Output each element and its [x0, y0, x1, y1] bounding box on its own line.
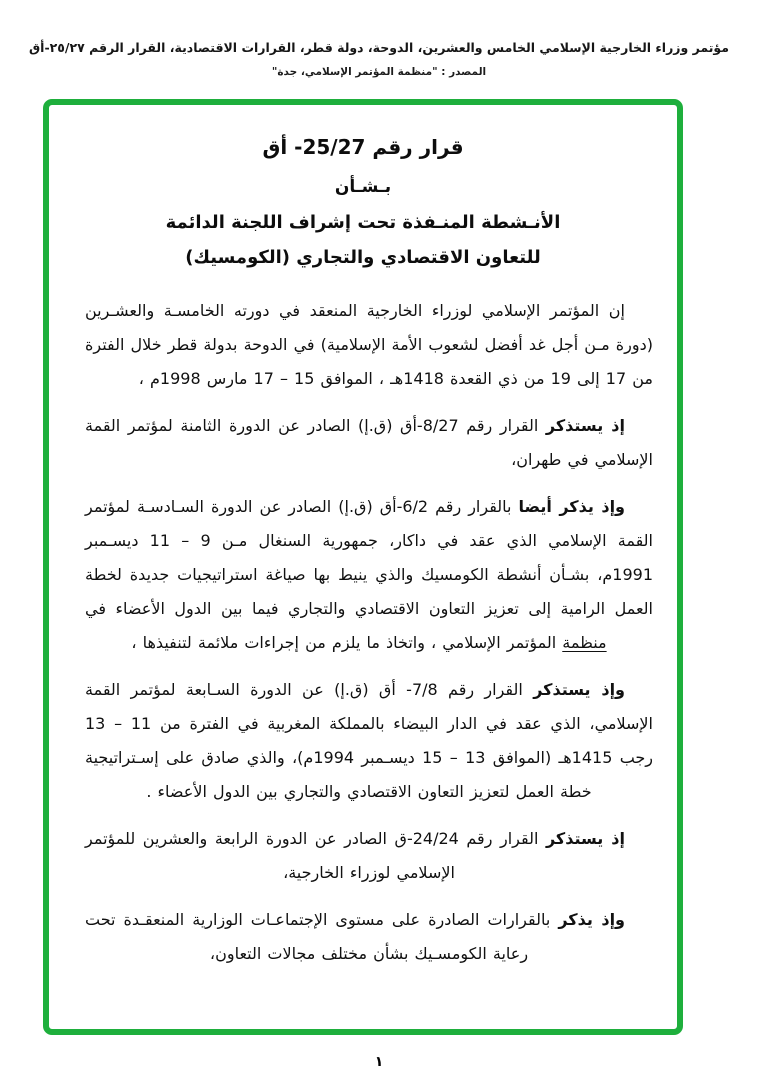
paragraph-segment: وإذ يذكر أيضا — [518, 497, 626, 516]
paragraph-segment: القرار رقم 7/8- أق (ق.إ) عن الدورة السـابعة لمؤتمر القمة الإسلامي، الذي عقد في الدار البيضاء بالمملكة المغربية في الفترة من 11 – 13 رجب 1415هـ (الموافق 13 – 15 ديسـمبر 1994م)، والذي صادق على إسـتراتيجية خطة العمل لتعزيز التعاون الاقتصادي والتجاري بين الدول الأعضاء . — [85, 680, 654, 801]
document-header-citation: مؤتمر وزراء الخارجية الإسلامي الخامس والعشرين، الدوحة، دولة قطر، القرارات الاقتصادية، القرار الرقم ٢٥/٢٧-أق — [28, 40, 730, 55]
paragraph-segment: بالقرار رقم 6/2-أق (ق.إ) الصادر عن الدورة السـادسـة لمؤتمر القمة الإسلامي الذي عقد في داكار، جمهورية السنغال مـن 9 – 11 ديسـمبر 1991م، بشـأن أنشطة الكومسيك والذي ينيط بها صياغة استراتيجيات جديدة لخطة العمل الرامية إلى تعزيز التعاون الاقتصادي والتجاري فيما بين الدول الأعضاء في — [85, 497, 654, 618]
paragraph-segment: القرار رقم 24/24-ق الصادر عن الدورة الرابعة والعشرين للمؤتمر الإسلامي لوزراء الخارجية، — [85, 829, 546, 882]
resolution-subject-line-2: للتعاون الاقتصادي والتجاري (الكومسيك) — [185, 247, 541, 268]
document-header-source: المصدر : "منظمة المؤتمر الإسلامي، جدة" — [271, 66, 487, 78]
paragraph-segment: إذ يستذكر — [545, 416, 625, 435]
body-paragraph — [85, 673, 653, 809]
paragraph-segment: إذ يستذكر — [545, 829, 626, 848]
paragraph-segment: منظمة — [562, 633, 607, 652]
paragraph-segment: القرار رقم 8/27-أق (ق.إ) الصادر عن الدورة الثامنة لمؤتمر القمة الإسلامي في طهران، — [85, 416, 653, 469]
resolution-number-title: قرار رقم 25/27- أق — [262, 135, 464, 159]
resolution-regarding-label: بـشـأن — [334, 177, 392, 197]
body-paragraph — [85, 822, 653, 890]
body-paragraph — [85, 903, 653, 971]
paragraph-segment: بالقرارات الصادرة على مستوى الإجتماعـات الوزارية المنعقـدة تحت رعاية الكومسـيك بشأن مختلف مجالات التعاون، — [85, 910, 559, 963]
resolution-title-block — [49, 135, 677, 268]
paragraph-segment: وإذ يذكر — [558, 910, 625, 929]
body-paragraph — [85, 294, 653, 396]
paragraph-segment: وإذ يستذكر — [533, 680, 626, 699]
document-frame — [43, 99, 683, 1035]
body-paragraph — [85, 409, 653, 477]
paragraph-segment: المؤتمر الإسلامي ، واتخاذ ما يلزم من إجراءات ملائمة لتنفيذها ، — [131, 633, 563, 652]
paragraph-segment: إن المؤتمر الإسلامي لوزراء الخارجية المنعقد في دورته الخامسـة والعشـرين (دورة مـن أجل غد أفضل لشعوب الأمة الإسلامية) في الدوحة بدولة قطر خلال الفترة من 17 إلى 19 من ذي القعدة 1418هـ ، الموافق 15 – 17 مارس 1998م ، — [85, 301, 653, 388]
body-paragraph — [85, 490, 653, 660]
document-body — [49, 294, 677, 971]
resolution-subject-line-1: الأنـشطة المنـفذة تحت إشراف اللجنة الدائمة — [165, 212, 561, 233]
page-number: ١ — [374, 1054, 384, 1070]
